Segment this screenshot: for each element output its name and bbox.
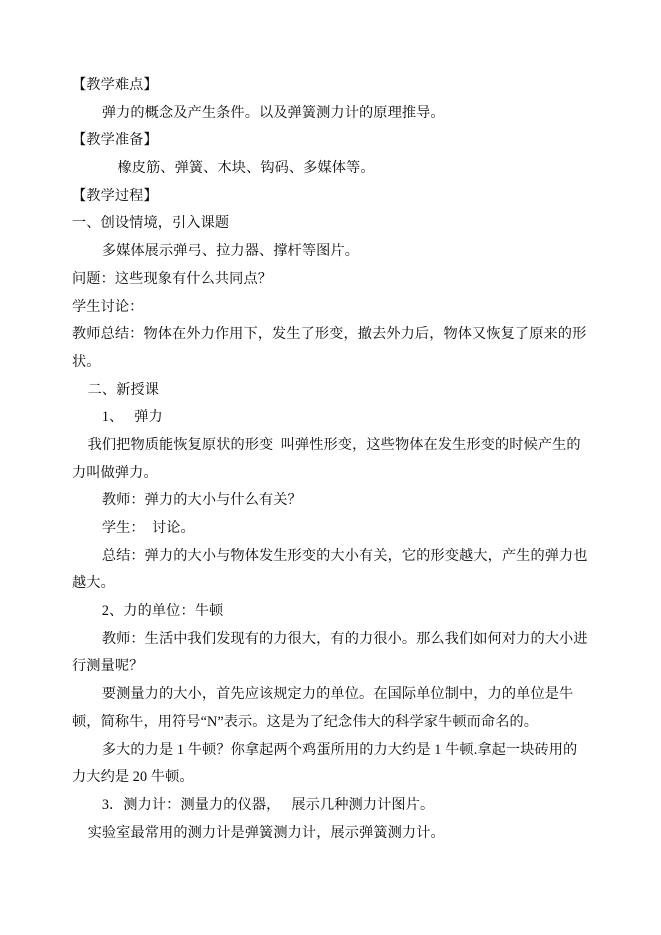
paragraph-teaching-process-heading: 【教学过程】 [72,187,158,204]
paragraph-teaching-preparation-content: 橡皮筋、弹簧、木块、钩码、多媒体等。 [117,160,375,177]
paragraph-item-2-unit-newton: 2、力的单位：牛顿 [101,603,224,620]
paragraph-section-two-heading: 二、新授课 [87,381,160,398]
paragraph-teaching-difficulty-heading: 【教学难点】 [72,77,158,93]
paragraph-summary-magnitude: 总结：弹力的大小与物体发生形变的大小有关，它的形变越大，产生的弹力也越大。 [72,547,588,592]
paragraph-multimedia-display: 多媒体展示弹弓、拉力器、撑杆等图片。 [101,243,359,260]
paragraph-student-discuss: 学生： 讨论。 [101,520,195,536]
paragraph-newton-examples: 多大的力是 1 牛顿？你拿起两个鸡蛋所用的力大约是 1 牛顿.拿起一块砖用的力大约是 20 牛顿。 [72,741,578,786]
paragraph-teacher-question-magnitude: 教师：弹力的大小与什么有关？ [101,492,302,509]
document-body [72,72,589,847]
paragraph-spring-dynamometer: 实验室最常用的测力计是弹簧测力计，展示弹簧测力计。 [87,824,445,841]
paragraph-teacher-question-measure: 教师：生活中我们发现有的力很大，有的力很小。那么我们如何对力的大小进行测量呢？ [72,630,588,675]
paragraph-section-one-heading: 一、创设情境，引入课题 [72,215,230,232]
paragraph-item-1-elastic-force: 1、 弹力 [101,409,163,426]
paragraph-teaching-difficulty-content: 弹力的概念及产生条件。以及弹簧测力计的原理推导。 [101,104,445,121]
paragraph-question: 问题：这些现象有什么共同点？ [72,270,273,287]
paragraph-teaching-preparation-heading: 【教学准备】 [72,132,158,149]
paragraph-elastic-deformation-definition: 我们把物质能恢复原状的形变 叫弹性形变，这些物体在发生形变的时候产生的力叫做弹力。 [72,436,581,481]
paragraph-student-discussion: 学生讨论： [72,298,144,315]
paragraph-teacher-summary: 教师总结：物体在外力作用下，发生了形变，撤去外力后，物体又恢复了原来的形状。 [72,326,587,370]
paragraph-unit-definition: 要测量力的大小，首先应该规定力的单位。在国际单位制中，力的单位是牛顿，简称牛，用符号“N”表示。这是为了纪念伟大的科学家牛顿而命名的。 [72,686,574,730]
paragraph-item-3-dynamometer: 3．测力计：测量力的仪器， 展示几种测力计图片。 [101,796,435,813]
